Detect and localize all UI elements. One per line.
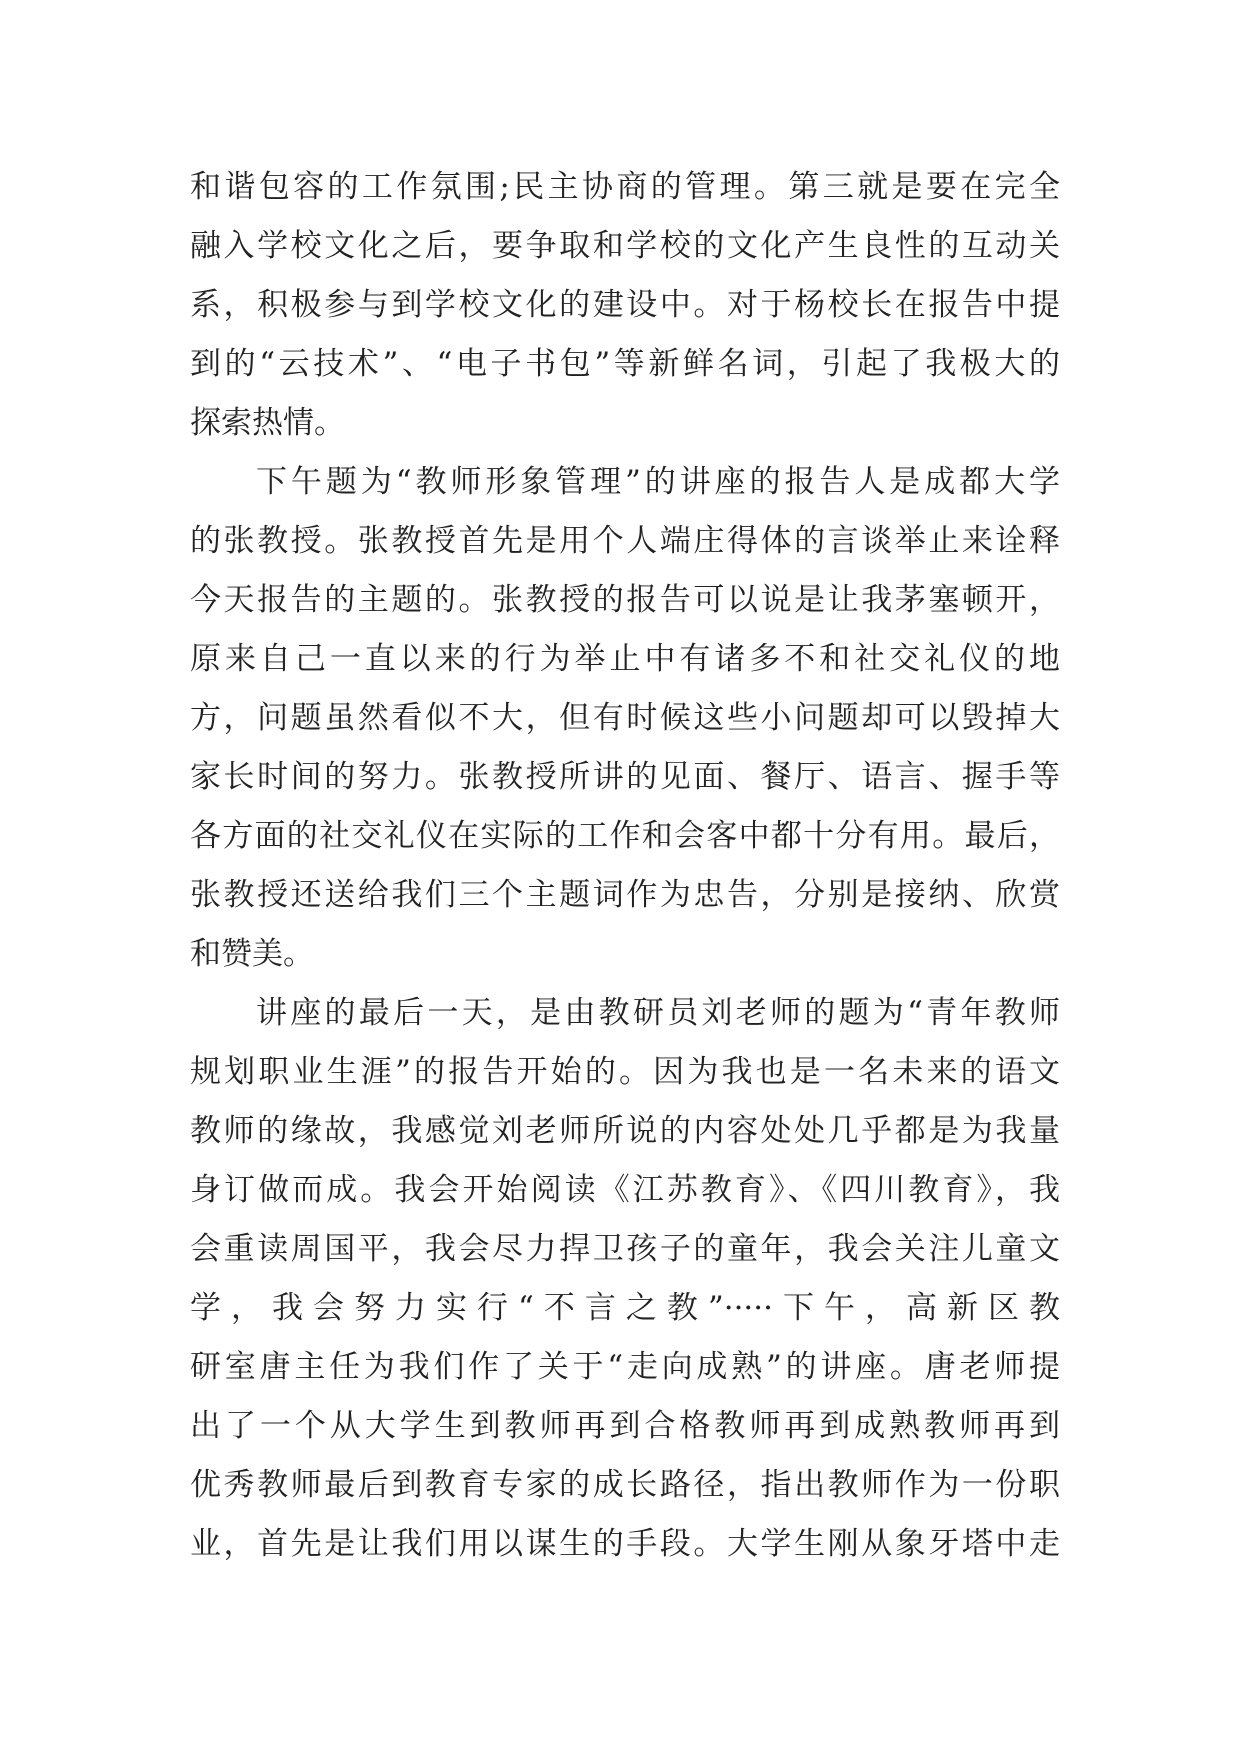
text-line: 研室唐主任为我们作了关于“走向成熟”的讲座。唐老师提 — [190, 1349, 1060, 1385]
paragraph-1 — [190, 158, 1060, 453]
text-line: 学，我会努力实行“不言之教”·····下午，高新区教 — [190, 1290, 1060, 1326]
text-line: 原来自己一直以来的行为举止中有诸多不和社交礼仪的地 — [190, 641, 1060, 677]
paragraph-2 — [190, 453, 1060, 984]
text-line: 今天报告的主题的。张教授的报告可以说是让我茅塞顿开， — [190, 582, 1060, 618]
text-line: 张教授还送给我们三个主题词作为忠告，分别是接纳、欣赏 — [190, 877, 1060, 913]
text-line: 家长时间的努力。张教授所讲的见面、餐厅、语言、握手等 — [190, 759, 1060, 795]
text-line: 规划职业生涯”的报告开始的。因为我也是一名未来的语文 — [190, 1054, 1060, 1090]
document-body — [190, 158, 1060, 1574]
text-line: 和赞美。 — [190, 936, 314, 972]
text-line: 身订做而成。我会开始阅读《江苏教育》、《四川教育》，我 — [190, 1172, 1060, 1208]
text-line: 教师的缘故，我感觉刘老师所说的内容处处几乎都是为我量 — [190, 1113, 1060, 1149]
text-line: 探索热情。 — [190, 405, 345, 441]
text-line: 出了一个从大学生到教师再到合格教师再到成熟教师再到 — [190, 1408, 1060, 1444]
text-line: 系，积极参与到学校文化的建设中。对于杨校长在报告中提 — [190, 287, 1060, 323]
text-line: 下午题为“教师形象管理”的讲座的报告人是成都大学 — [256, 464, 1060, 500]
text-line: 优秀教师最后到教育专家的成长路径，指出教师作为一份职 — [190, 1467, 1060, 1503]
text-line: 会重读周国平，我会尽力捍卫孩子的童年，我会关注儿童文 — [190, 1231, 1060, 1267]
text-line: 融入学校文化之后，要争取和学校的文化产生良性的互动关 — [190, 228, 1060, 264]
text-line: 各方面的社交礼仪在实际的工作和会客中都十分有用。最后， — [190, 818, 1060, 854]
text-line: 业，首先是让我们用以谋生的手段。大学生刚从象牙塔中走 — [190, 1526, 1060, 1562]
text-line: 讲座的最后一天，是由教研员刘老师的题为“青年教师 — [256, 995, 1060, 1031]
text-line: 和谐包容的工作氛围;民主协商的管理。第三就是要在完全 — [190, 169, 1060, 205]
text-line: 到的“云技术”、“电子书包”等新鲜名词，引起了我极大的 — [190, 346, 1060, 382]
text-line: 的张教授。张教授首先是用个人端庄得体的言谈举止来诠释 — [190, 523, 1060, 559]
text-line: 方，问题虽然看似不大，但有时候这些小问题却可以毁掉大 — [190, 700, 1060, 736]
paragraph-3 — [190, 984, 1060, 1574]
